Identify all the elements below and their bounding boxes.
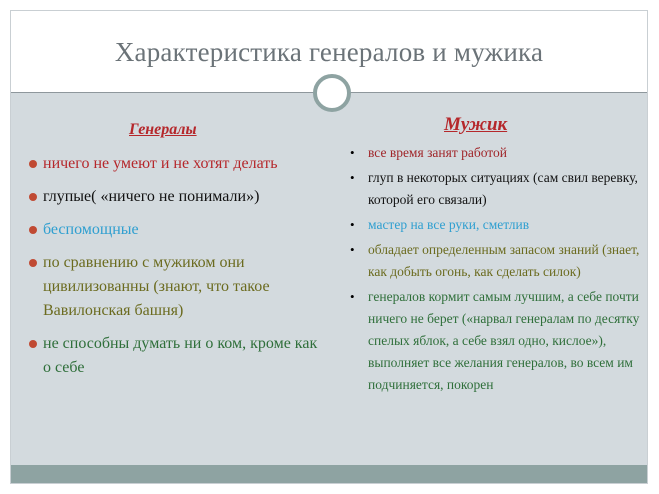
circle-ornament-icon — [313, 74, 351, 112]
list-item — [344, 239, 644, 283]
bullet-icon — [29, 340, 37, 348]
bullet-icon: • — [350, 170, 355, 185]
bullet-icon: • — [350, 289, 355, 304]
list-item-text: не способны думать ни о ком, кроме как о себе — [43, 335, 318, 376]
list-item — [344, 286, 644, 396]
generals-heading: Генералы — [129, 121, 197, 138]
list-item-text: обладает определенным запасом знаний (знает, как добыть огонь, как сделать силок) — [368, 242, 640, 279]
list-item — [29, 152, 329, 176]
bullet-icon: • — [350, 242, 355, 257]
list-item-text: мастер на все руки, сметлив — [368, 217, 530, 232]
bullet-icon — [29, 193, 37, 201]
bullet-icon — [29, 259, 37, 267]
list-item-text: глуп в некоторых ситуациях (сам свил веревку, которой его связали) — [368, 170, 638, 207]
muzhik-heading: Мужик — [444, 114, 508, 135]
muzhik-column — [344, 114, 644, 396]
list-item-text: беспомощные — [43, 221, 139, 238]
list-item-text: глупые( «ничего не понимали») — [43, 188, 260, 205]
list-item-text: генералов кормит самым лучшим, а себе почти ничего не берет («нарвал генералам по десятку спелых яблок, а себе взял одно, кислое»), выполняет все желания генералов, во всем им подчиняется, покорен — [368, 289, 640, 392]
list-item — [29, 332, 329, 380]
list-item — [344, 214, 644, 236]
bottom-bar — [11, 465, 647, 483]
list-item — [29, 185, 329, 209]
list-item-text: по сравнению с мужиком они цивилизованны (знают, что такое Вавилонская башня) — [43, 254, 270, 319]
bullet-icon — [29, 226, 37, 234]
list-item — [29, 251, 329, 323]
bullet-icon: • — [350, 217, 355, 232]
list-item — [344, 142, 644, 164]
slide — [10, 10, 648, 484]
generals-column — [29, 119, 329, 380]
slide-title: Характеристика генералов и мужика — [114, 37, 544, 67]
bullet-icon: • — [350, 145, 355, 160]
list-item — [29, 218, 329, 242]
list-item-text: все время занят работой — [368, 145, 507, 160]
bullet-icon — [29, 160, 37, 168]
list-item-text: ничего не умеют и не хотят делать — [43, 155, 278, 172]
list-item — [344, 167, 644, 211]
